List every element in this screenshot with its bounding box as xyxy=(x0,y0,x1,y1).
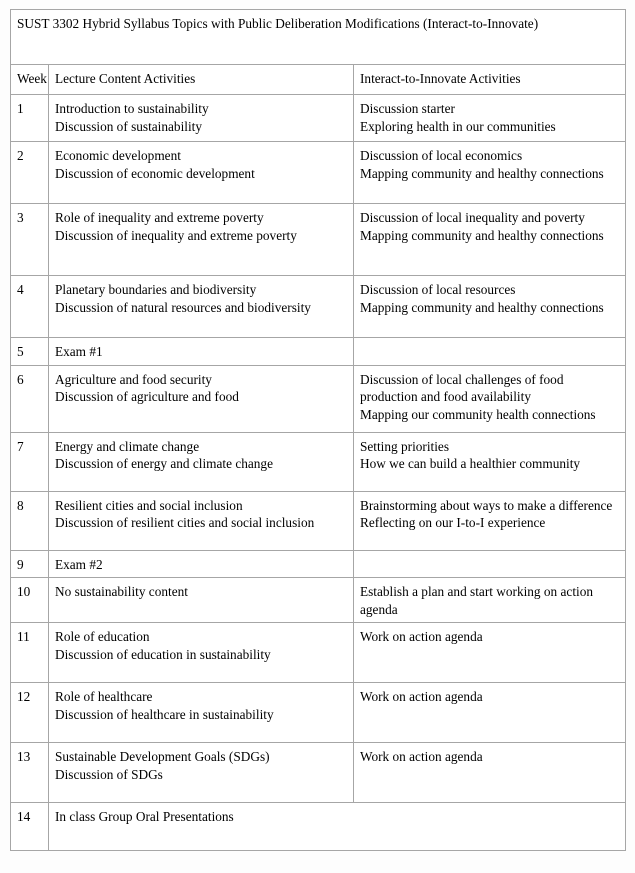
cell-line: Mapping our community health connections xyxy=(360,406,596,422)
lecture-content-cell xyxy=(49,338,354,366)
column-header-lecture: Lecture Content Activities xyxy=(49,65,354,95)
week-number: 13 xyxy=(11,743,49,803)
cell-line: Exploring health in our communities xyxy=(360,118,556,134)
lecture-content-cell xyxy=(49,743,354,803)
week-number: 7 xyxy=(11,432,49,491)
table-row xyxy=(11,491,626,550)
lecture-content-cell xyxy=(49,432,354,491)
cell-line: Discussion of resilient cities and social inclusion xyxy=(55,515,315,531)
table-title-row xyxy=(11,10,626,65)
table-row xyxy=(11,365,626,432)
cell-line: Role of inequality and extreme poverty xyxy=(55,210,264,225)
table-row xyxy=(11,338,626,366)
column-header-i2i: Interact-to-Innovate Activities xyxy=(354,65,626,95)
week-number: 4 xyxy=(11,276,49,338)
table-row xyxy=(11,578,626,623)
table-row xyxy=(11,204,626,276)
interact-to-innovate-cell xyxy=(354,142,626,204)
lecture-content-cell xyxy=(49,578,354,623)
cell-line: Discussion of local inequality and poverty xyxy=(360,210,585,225)
interact-to-innovate-cell xyxy=(354,578,626,623)
table-header-row xyxy=(11,65,626,95)
column-header-week: Week xyxy=(11,65,49,95)
interact-to-innovate-cell xyxy=(354,683,626,743)
cell-line: Mapping community and healthy connections xyxy=(360,165,604,181)
lecture-content-cell xyxy=(49,95,354,142)
lecture-content-cell xyxy=(49,550,354,578)
cell-line: Discussion of healthcare in sustainability xyxy=(55,706,274,722)
cell-line: Work on action agenda xyxy=(360,689,483,705)
week-number: 5 xyxy=(11,338,49,366)
cell-line: No sustainability content xyxy=(55,584,188,600)
syllabus-table-body xyxy=(11,10,626,851)
cell-line: Establish a plan and start working on action agenda xyxy=(360,584,594,617)
lecture-content-cell xyxy=(49,803,626,851)
interact-to-innovate-cell xyxy=(354,432,626,491)
cell-line: Economic development xyxy=(55,148,181,163)
cell-line: How we can build a healthier community xyxy=(360,456,581,472)
cell-line: Role of healthcare xyxy=(55,689,153,705)
table-row xyxy=(11,550,626,578)
cell-line: Resilient cities and social inclusion xyxy=(55,497,243,513)
table-row xyxy=(11,142,626,204)
cell-line: Discussion of local economics xyxy=(360,148,523,163)
interact-to-innovate-cell xyxy=(354,276,626,338)
week-number: 8 xyxy=(11,491,49,550)
cell-line: Work on action agenda xyxy=(360,629,483,645)
cell-line: Brainstorming about ways to make a difference xyxy=(360,497,613,513)
cell-line: Discussion of education in sustainability xyxy=(55,646,271,662)
cell-line: Discussion of local challenges of food production and food availability xyxy=(360,371,564,405)
week-number: 3 xyxy=(11,204,49,276)
week-number: 9 xyxy=(11,550,49,578)
week-number: 11 xyxy=(11,623,49,683)
week-number: 10 xyxy=(11,578,49,623)
lecture-content-cell xyxy=(49,623,354,683)
cell-line: Agriculture and food security xyxy=(55,371,212,387)
document-title: SUST 3302 Hybrid Syllabus Topics with Public Deliberation Modifications (Interact-to-Innovate) xyxy=(11,10,626,65)
table-row xyxy=(11,95,626,142)
cell-line: Energy and climate change xyxy=(55,438,200,454)
interact-to-innovate-cell xyxy=(354,338,626,366)
lecture-content-cell xyxy=(49,683,354,743)
week-number: 2 xyxy=(11,142,49,204)
week-number: 14 xyxy=(11,803,49,851)
interact-to-innovate-cell xyxy=(354,204,626,276)
week-number: 1 xyxy=(11,95,49,142)
week-number: 12 xyxy=(11,683,49,743)
cell-line: Discussion of SDGs xyxy=(55,766,163,782)
lecture-content-cell xyxy=(49,204,354,276)
cell-line: Sustainable Development Goals (SDGs) xyxy=(55,749,270,765)
week-number: 6 xyxy=(11,365,49,432)
cell-line: In class Group Oral Presentations xyxy=(55,809,234,825)
interact-to-innovate-cell xyxy=(354,550,626,578)
cell-line: Setting priorities xyxy=(360,438,450,454)
table-row xyxy=(11,276,626,338)
interact-to-innovate-cell xyxy=(354,743,626,803)
interact-to-innovate-cell xyxy=(354,491,626,550)
cell-line: Discussion of local resources xyxy=(360,282,516,297)
cell-line: Discussion of energy and climate change xyxy=(55,456,273,472)
cell-line: Exam #2 xyxy=(55,556,103,572)
table-row xyxy=(11,683,626,743)
cell-line: Planetary boundaries and biodiversity xyxy=(55,282,257,297)
cell-line: Discussion of natural resources and biodiversity xyxy=(55,299,311,315)
cell-line: Reflecting on our I-to-I experience xyxy=(360,515,546,531)
table-row xyxy=(11,743,626,803)
interact-to-innovate-cell xyxy=(354,95,626,142)
lecture-content-cell xyxy=(49,491,354,550)
cell-line: Exam #1 xyxy=(55,344,103,359)
table-row xyxy=(11,803,626,851)
interact-to-innovate-cell xyxy=(354,365,626,432)
cell-line: Discussion of agriculture and food xyxy=(55,389,239,405)
cell-line: Mapping community and healthy connections xyxy=(360,299,604,315)
interact-to-innovate-cell xyxy=(354,623,626,683)
cell-line: Discussion starter xyxy=(360,101,455,116)
cell-line: Discussion of inequality and extreme poverty xyxy=(55,227,297,243)
lecture-content-cell xyxy=(49,365,354,432)
syllabus-table xyxy=(10,9,626,851)
cell-line: Mapping community and healthy connections xyxy=(360,227,604,243)
cell-line: Role of education xyxy=(55,629,150,645)
lecture-content-cell xyxy=(49,142,354,204)
lecture-content-cell xyxy=(49,276,354,338)
cell-line: Discussion of economic development xyxy=(55,165,255,181)
cell-line: Discussion of sustainability xyxy=(55,118,202,134)
cell-line: Introduction to sustainability xyxy=(55,101,209,116)
table-row xyxy=(11,432,626,491)
table-row xyxy=(11,623,626,683)
cell-line: Work on action agenda xyxy=(360,749,483,765)
